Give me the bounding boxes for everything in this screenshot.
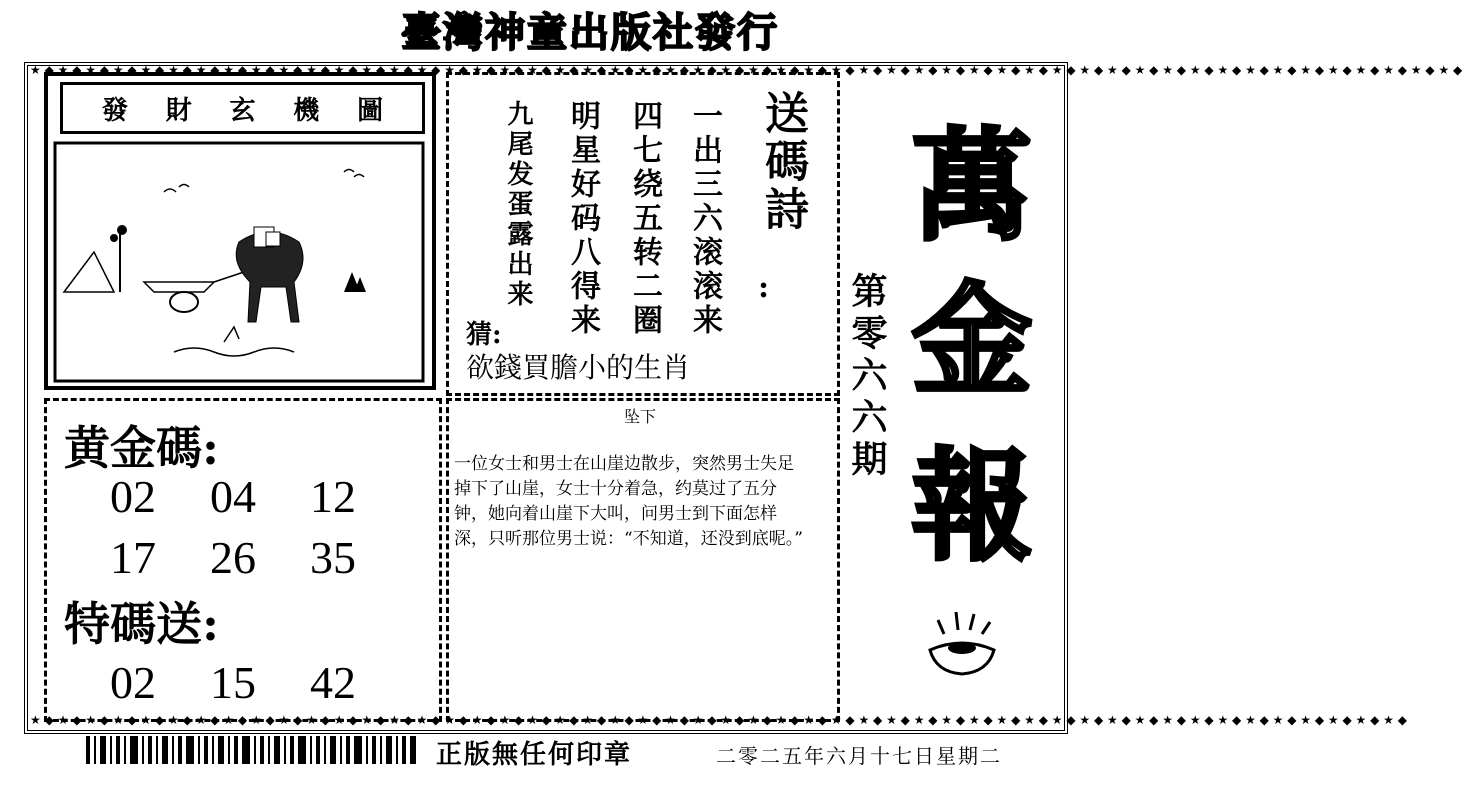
poem-title: 送碼詩	[757, 90, 808, 234]
picture-title-char: 財	[165, 95, 192, 126]
poem-line: 明星好码八得来	[565, 100, 600, 338]
star-row-bottom: ★ ◆ ★ ◆ ★ ◆ ★ ◆ ★ ◆ ★ ◆ ★ ◆ ★ ◆ ★ ◆ ★ ◆ ★ ◆ ★ ◆ ★ ◆ ★ ◆ ★ ◆ ★ ◆ ★ ◆ ★ ◆ ★ ◆ ★ ◆ ★ ◆ ★ ◆ ★ ◆ ★ ◆ ★ ◆ ★ ◆ ★ ◆ ★ ◆ ★ ◆ ★ ◆ ★ ◆ ★ ◆ ★ ◆ ★ ◆ ★ ◆ ★ ◆ ★ ◆ ★ ◆ ★ ◆ ★ ◆ ★ ◆ ★ ◆ ★ ◆ ★ ◆ ★ ◆ ★ ◆ ★ ◆ ★ ◆ ★ ◆ ★ ◆	[30, 713, 1407, 727]
masthead-char: 報	[912, 438, 1032, 577]
authenticity-notice: 正版無任何印章	[436, 740, 633, 770]
issue-number: 第零六六期	[846, 272, 888, 482]
special-number: 42	[310, 657, 356, 708]
guess-label: 猜:	[466, 320, 502, 350]
gold-number: 02	[110, 471, 156, 522]
poem-line: 一出三六滚滚来	[687, 100, 722, 338]
poem-line: 四七绕五转二圈	[627, 100, 662, 338]
picture-title-char: 發	[101, 95, 128, 126]
gold-number: 35	[310, 532, 356, 583]
picture-title-char: 機	[293, 95, 320, 126]
masthead-char: 萬	[912, 118, 1032, 257]
story-panel	[446, 398, 840, 722]
gold-grid	[110, 470, 410, 584]
special-number: 15	[210, 657, 256, 708]
barcode	[86, 736, 416, 764]
poem-title-colon: :	[758, 270, 770, 305]
gold-number: 12	[310, 471, 356, 522]
gold-number: 17	[110, 532, 156, 583]
special-label: 特碼送:	[64, 597, 219, 651]
publisher-title: 臺灣神童出版社發行	[401, 10, 779, 56]
guess-text: 欲錢買膽小的生肖	[466, 351, 691, 384]
picture-title	[60, 82, 425, 134]
story-title: 坠下	[623, 407, 656, 426]
star-row-top: ★ ◆ ★ ◆ ★ ◆ ★ ◆ ★ ◆ ★ ◆ ★ ◆ ★ ◆ ★ ◆ ★ ◆ ★ ◆ ★ ◆ ★ ◆ ★ ◆ ★ ◆ ★ ◆ ★ ◆ ★ ◆ ★ ◆ ★ ◆ ★ ◆ ★ ◆ ★ ◆ ★ ◆ ★ ◆ ★ ◆ ★ ◆ ★ ◆ ★ ◆ ★ ◆ ★ ◆ ★ ◆ ★ ◆ ★ ◆ ★ ◆ ★ ◆ ★ ◆ ★ ◆ ★ ◆ ★ ◆ ★ ◆ ★ ◆ ★ ◆ ★ ◆ ★ ◆ ★ ◆ ★ ◆ ★ ◆ ★ ◆ ★ ◆ ★ ◆ ★ ◆	[30, 63, 1462, 77]
picture-title-char: 玄	[229, 95, 256, 126]
picture-title-char: 圖	[357, 95, 384, 126]
story-text: 一位女士和男士在山崖边散步，突然男士失足掉下了山崖，女士十分着急，约莫过了五分钟，她向着山崖下大叫，问男士到下面怎样深，只听那位男士说：“不知道，还没到底呢。”	[454, 454, 803, 549]
gold-label: 黄金碼:	[64, 421, 219, 475]
gold-ingot-icon	[922, 606, 1002, 686]
gold-number: 04	[210, 471, 256, 522]
gold-number: 26	[210, 532, 256, 583]
special-grid	[110, 656, 410, 709]
issue-date: 二零二五年六月十七日星期二	[716, 744, 1002, 768]
masthead-char: 金	[912, 272, 1032, 411]
poem-line: 九尾发蛋露出来	[503, 100, 533, 310]
special-number: 02	[110, 657, 156, 708]
ox-cart-illustration	[54, 142, 424, 382]
